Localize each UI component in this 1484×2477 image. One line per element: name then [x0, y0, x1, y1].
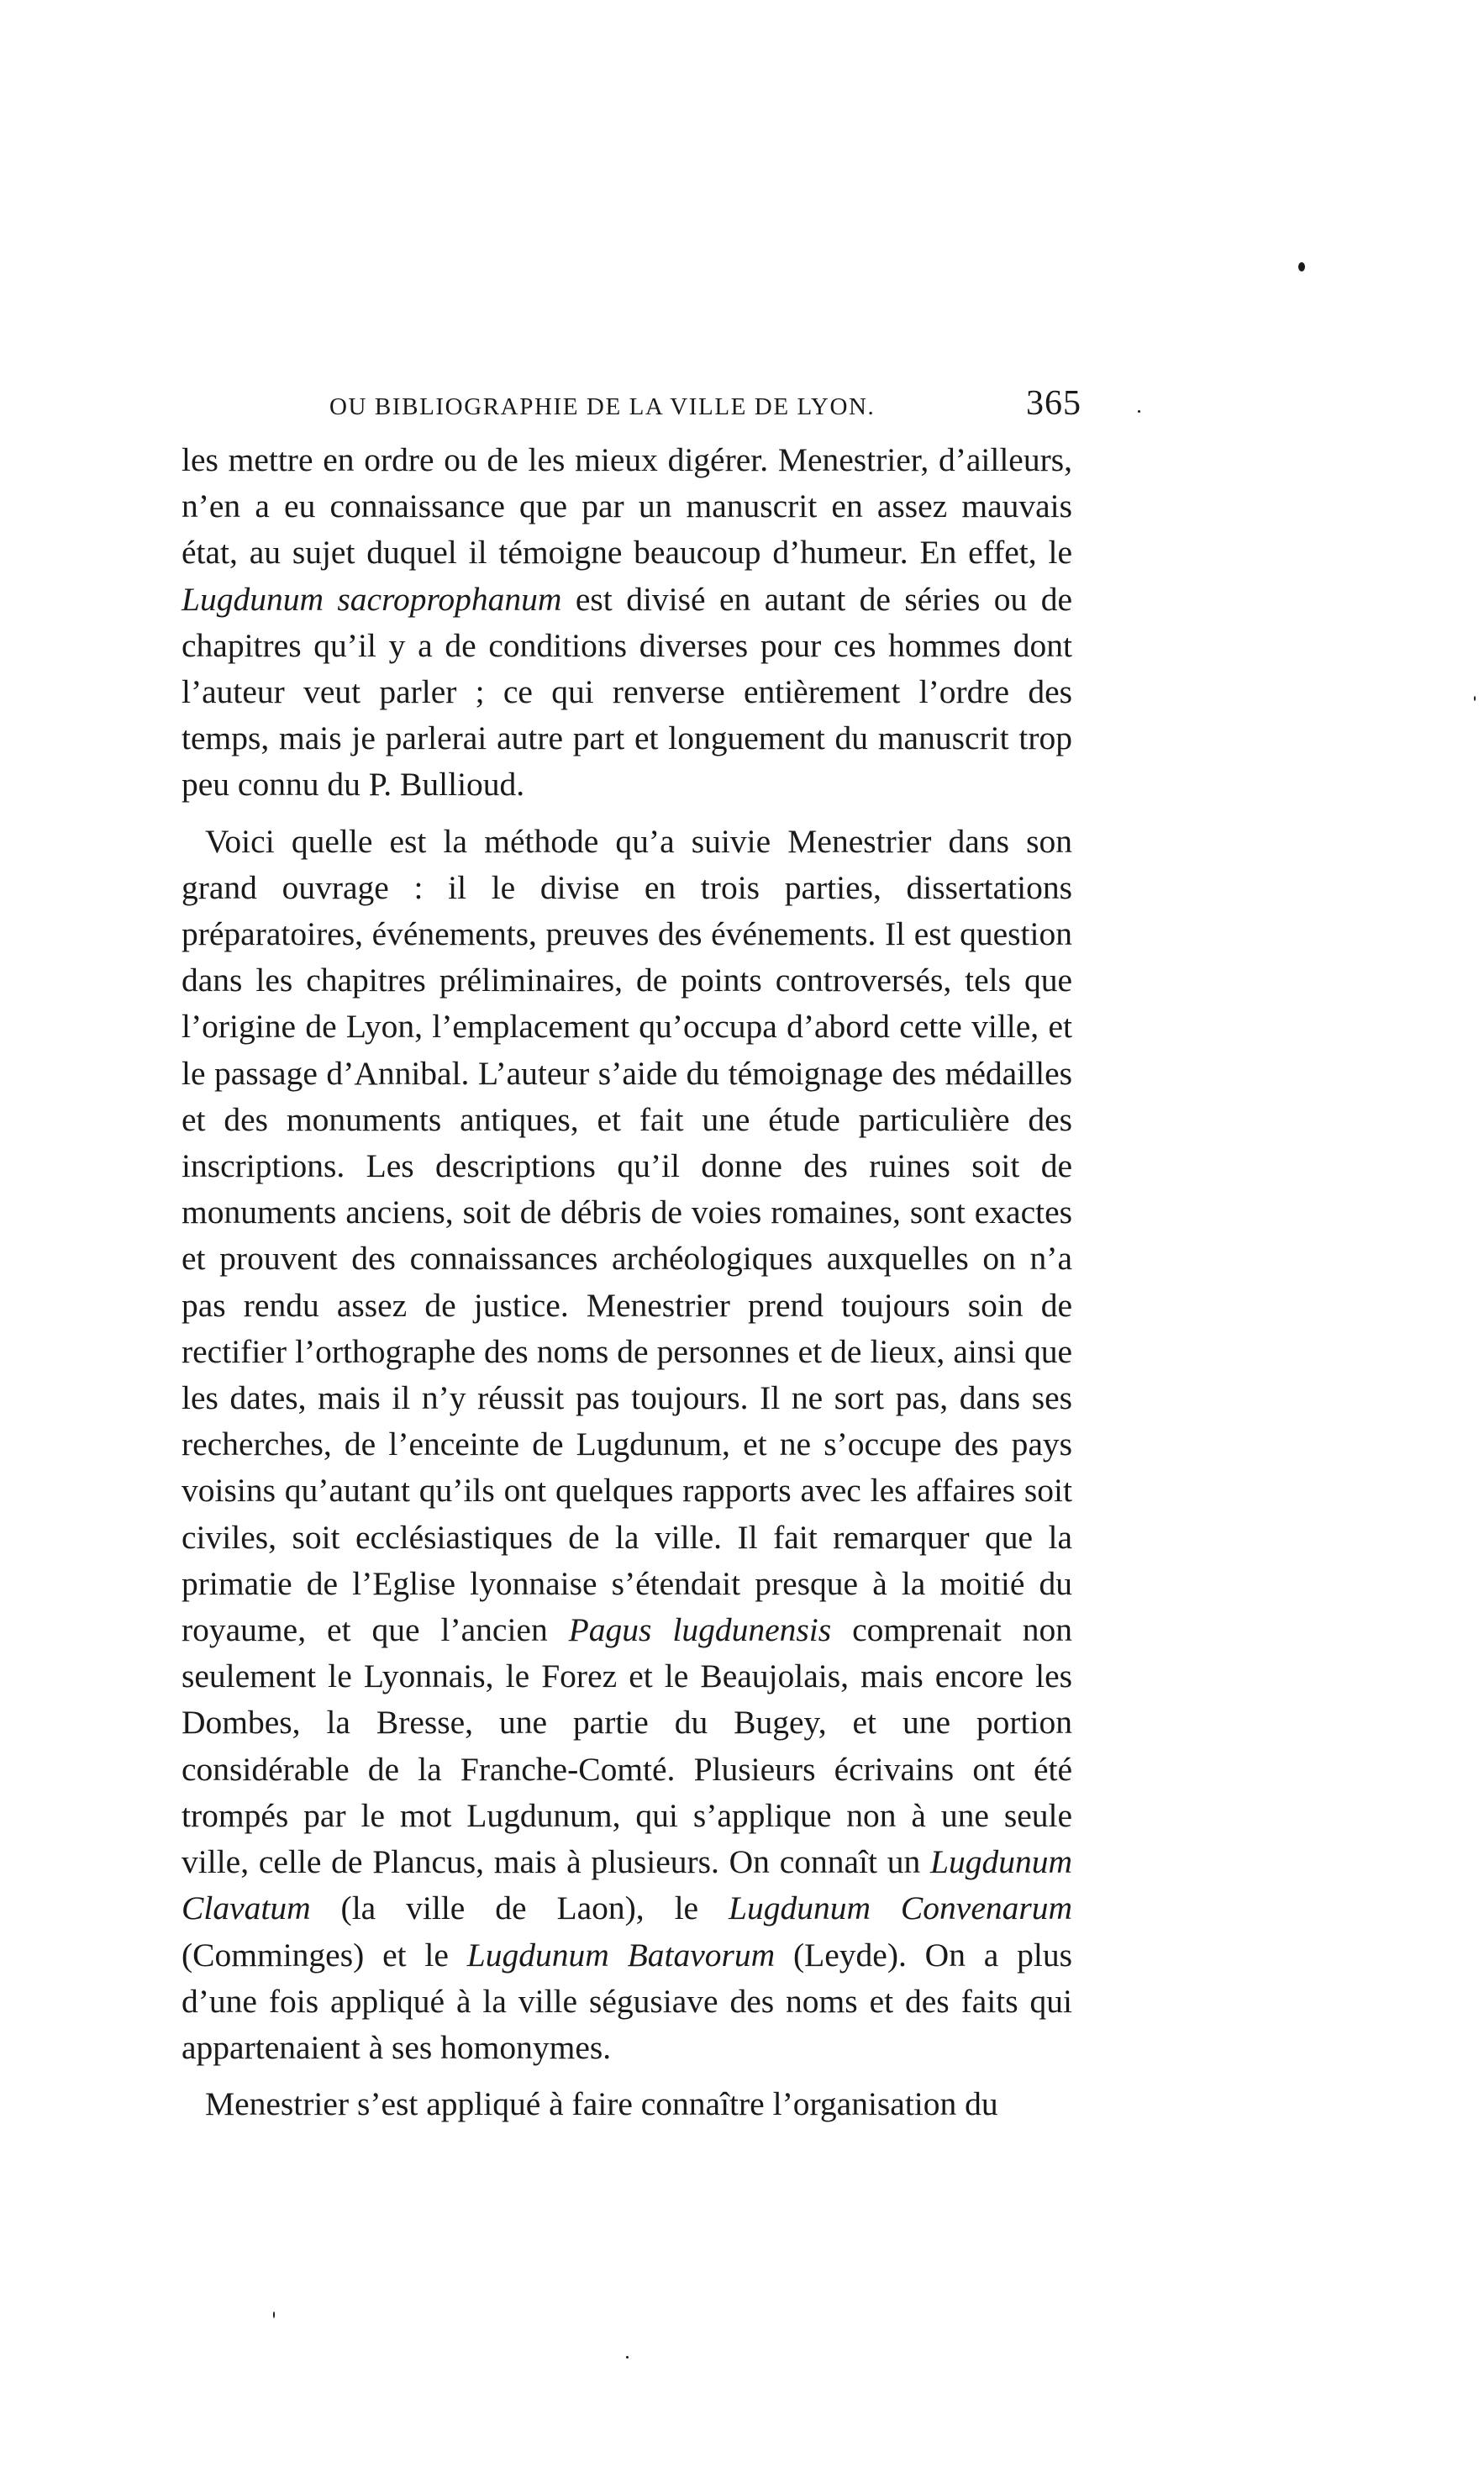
scan-speck: [1474, 696, 1476, 701]
text-run: est divisé en autant de séries ou de chapitres qu’il y a de conditions diverses pour ces hommes dont l’auteur veut parler ; ce qui renverse entièrement l’ordre des temps, mais je parlerai autre part et longuement du manuscrit trop peu connu du P. Bullioud.: [182, 580, 1072, 804]
italic-title: Lugdunum Batavorum: [466, 1936, 776, 1974]
italic-title: Lugdunum Clavatum: [182, 1843, 1072, 1927]
scan-speck: [273, 2311, 275, 2318]
text-run: Menestrier s’est appliqué à faire connaître l’organisation du: [205, 2085, 998, 2123]
text-run: Voici quelle est la méthode qu’a suivie Menestrier dans son grand ouvrage : il le divise en trois parties, dissertations préparatoires, événements, preuves des événements. Il est question dans les chapitres préliminaires, de points controversés, tels que l’origine de Lyon, l’emplacement qu’occupa d’abord cette ville, et le passage d’Annibal. L’auteur s’aide du témoignage des médailles et des monuments antiques, et fait une étude particulière des inscriptions. Les descriptions qu’il donne des ruines soit de monuments anciens, soit de débris de voies romaines, sont exactes et prouvent des connaissances archéologiques auxquelles on n’a pas rendu assez de justice. Menestrier prend toujours soin de rectifier l’orthographe des noms de personnes et de lieux, ainsi que les dates, mais il n’y réussit pas toujours. Il ne sort pas, dans ses recherches, de l’enceinte de Lugdunum, et ne s’occupe des pays voisins qu’autant qu’ils ont quelques rapports avec les affaires soit civiles, soit ecclésiastiques de la ville. Il fait remarquer que la primatie de l’Eglise lyonnaise s’étendait presque à la moitié du royaume, et que l’ancien: [182, 822, 1072, 1649]
scan-speck: [1298, 262, 1305, 271]
text-run: (Leyde). On a plus d’une fois appliqué à la ville ségusiave des noms et des faits qui appartenaient à ses homonymes.: [182, 1936, 1073, 2066]
paragraph-1: [182, 437, 1072, 809]
italic-title: Lugdunum sacroprophanum: [182, 580, 562, 618]
page-number: 365: [1026, 384, 1081, 423]
text-run: (Comminges) et le: [182, 1936, 467, 1974]
scan-speck: [626, 2356, 629, 2358]
running-head: [182, 383, 1097, 434]
text-run: (la ville de Laon), le: [310, 1889, 729, 1927]
italic-title: Lugdunum Convenarum: [729, 1889, 1072, 1927]
text-run: comprenait non seulement le Lyonnais, le Forez et le Beaujolais, mais encore les Dombes, la Bresse, une partie du Bugey, et une portion considérable de la Franche-Comté. Plusieurs écrivains ont été trompés par le mot Lugdunum, qui s’applique non à une seule ville, celle de Plancus, mais à plusieurs. On connaît un: [182, 1611, 1072, 1881]
scan-speck: [1138, 410, 1140, 413]
italic-title: Pagus lugdunensis: [568, 1611, 832, 1649]
paragraph-3: [182, 2081, 1072, 2127]
running-title: OU BIBLIOGRAPHIE DE LA VILLE DE LYON.: [329, 393, 876, 420]
text-run: les mettre en ordre ou de les mieux digérer. Menestrier, d’ailleurs, n’en a eu connaissance que par un manuscrit en assez mauvais état, au sujet duquel il témoigne beaucoup d’humeur. En effet, le: [182, 441, 1072, 572]
paragraph-2: [182, 819, 1072, 2071]
body-text: [182, 437, 1072, 2127]
